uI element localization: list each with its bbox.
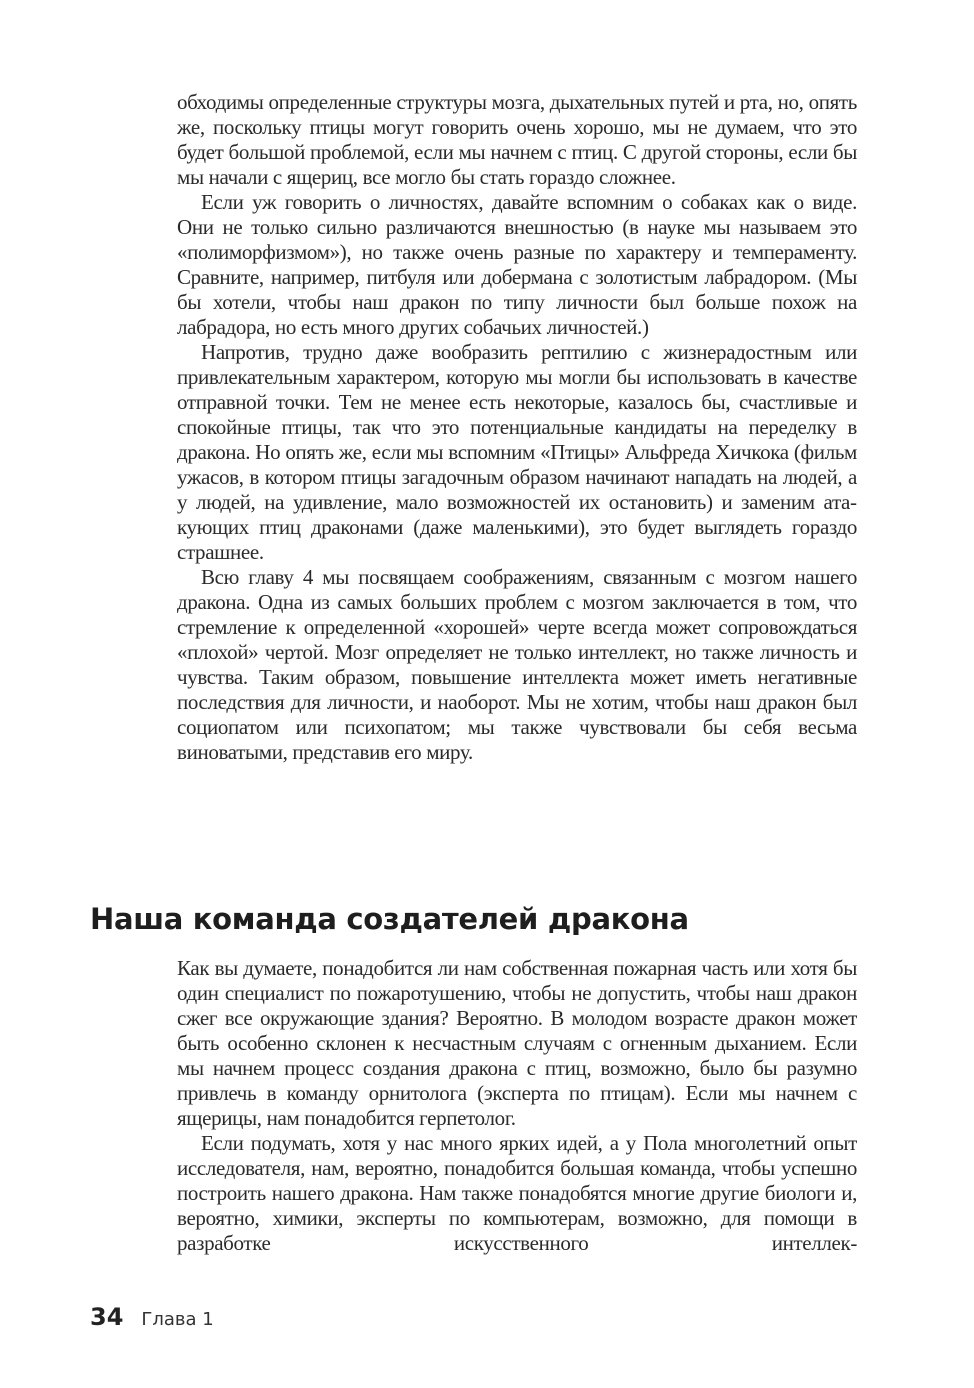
page-number: 34 — [90, 1303, 124, 1331]
text-section-1 — [177, 90, 857, 765]
paragraph-firefighters: Как вы думаете, понадобится ли нам собственная пожарная часть или хотя бы один специалист по пожаротушению, чтобы не допустить, чтобы наш дракон сжег все окружающие здания? Вероятно. В молодом возрасте дракон может быть особенно склонен к несчастным случаям с огненным дыханием. Если мы начнем процесс создания дракона с птиц, возможно, было бы разумно привлечь в команду орнитолога (эксперта по птицам). Если мы начнем с ящерицы, нам понадобится герпетолог. — [177, 956, 857, 1130]
paragraph-continuation: обходимы определенные структуры мозга, дыхательных путей и рта, но, опять же, поскольку птицы могут говорить очень хорошо, мы не думаем, что это будет большой проблемой, если мы начнем с птиц. С другой стороны, если бы мы начали с ящериц, все могло бы стать гораздо сложнее. — [177, 90, 857, 189]
paragraph-brain: Всю главу 4 мы посвящаем соображениям, связанным с мозгом нашего дракона. Одна из самых больших проблем с мозгом заключается в том, что стремление к определенной «хорошей» черте всегда может сопровождаться «плохой» чертой. Мозг определяет не только интеллект, но также личность и чувства. Таким образом, повышение интеллекта может иметь негативные последствия для личности, и наоборот. Мы не хотим, чтобы наш дракон был социопатом или психопатом; мы также чувствовали бы себя весьма виноватыми, представив его миру. — [177, 565, 857, 764]
chapter-label: Глава 1 — [141, 1309, 214, 1330]
paragraph-reptiles: Напротив, трудно даже вообразить рептилию с жизнерадостным или привлекательным характером, которую мы могли бы использовать в качестве отправной точки. Тем не менее есть некоторые, казалось бы, счастливые и спокойные птицы, так что это потенциальные кандидаты на переделку в дракона. Но опять же, если мы вспомним «Птицы» Альфреда Хичкока (фильм ужасов, в котором птицы загадочным образом начинают нападать на людей, а у людей, на удивление, мало возможностей их остановить) и заменим атакующих птиц драконами (даже маленькими), это будет выглядеть гораздо страшнее. — [177, 340, 857, 564]
text-section-2 — [177, 956, 857, 1256]
paragraph-team: Если подумать, хотя у нас много ярких идей, а у Пола многолетний опыт исследователя, нам, вероятно, понадобится большая команда, чтобы успешно построить нашего дракона. Нам также понадобятся многие другие биологи и, вероятно, химики, эксперты по компьютерам, возможно, для помощи в разработке искусственного интеллек- — [177, 1131, 857, 1255]
page-footer — [90, 1303, 214, 1331]
paragraph-dogs: Если уж говорить о личностях, давайте вспомним о собаках как о виде. Они не только сильно различаются внешностью (в науке мы называем это «полиморфизмом»), но также очень разные по характеру и темпераменту. Сравните, например, питбуля или добермана с золотистым лабрадором. (Мы бы хотели, чтобы наш дракон по типу личности был больше похож на лабрадора, но есть много других собачьих личностей.) — [177, 190, 857, 339]
section-heading: Наша команда создателей дракона — [90, 902, 689, 936]
